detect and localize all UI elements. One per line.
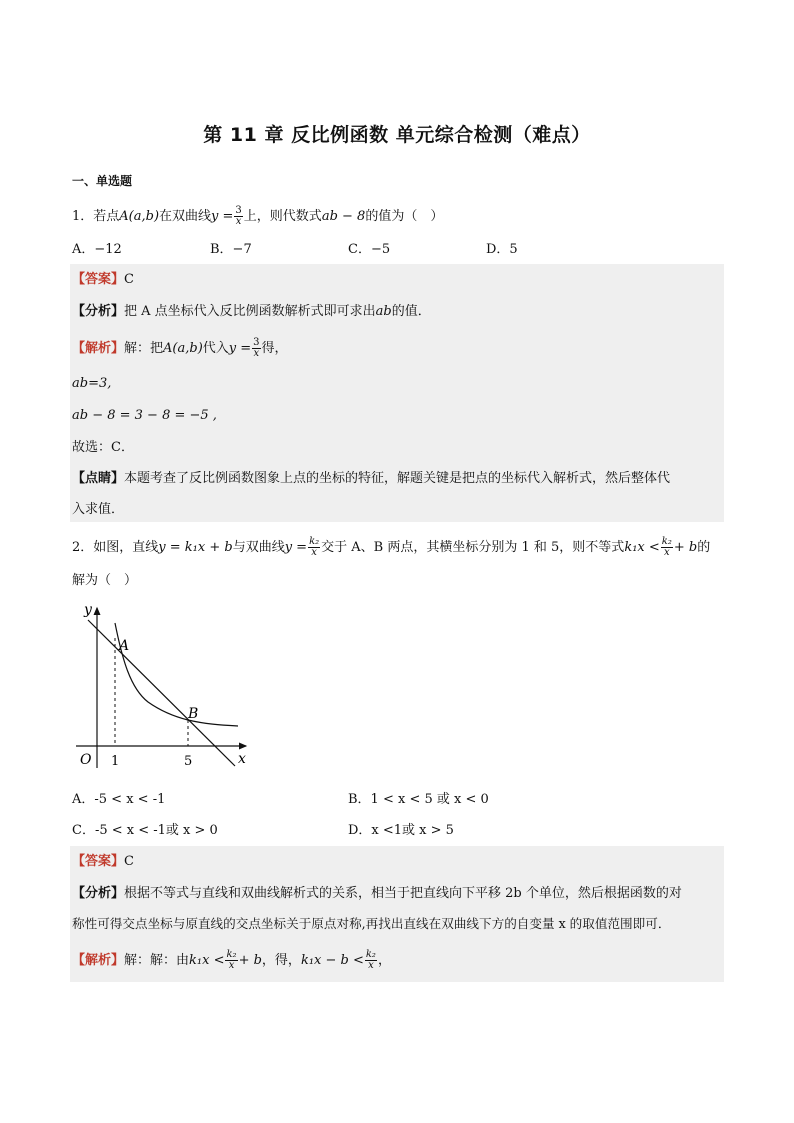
q1-step3: 故选：C．: [72, 440, 134, 455]
q1-analysis-a: 把 A 点坐标代入反比例函数解析式即可求出: [124, 304, 376, 319]
q2-sol2-num: k₂: [365, 949, 376, 960]
q1-fraction: [234, 206, 242, 227]
tick-label-5: 5: [184, 754, 193, 769]
q1-solution-tag: 【解析】: [72, 341, 125, 356]
q2-sol-rhs: + b: [238, 953, 262, 968]
q2-analysis-a: 根据不等式与直线和双曲线解析式的关系，相当于把直线向下平移 2b 个单位，然后根据函数的对: [124, 886, 682, 901]
page-title: 第 11 章 反比例函数 单元综合检测（难点）: [203, 124, 591, 146]
q2-sol2-fraction: [365, 950, 377, 971]
q1-comment-a: 本题考查了反比例函数图象上点的坐标的特征，解题关键是把点的坐标代入解析式，然后整体代: [124, 471, 671, 486]
q1-stem-d: 的值为（ ）: [365, 209, 444, 224]
origin-label: O: [80, 752, 92, 768]
q1-solution-b: 代入: [202, 341, 229, 356]
q2-option-d: D．x <1或 x > 5: [348, 823, 454, 838]
q1-option-d: D．5: [486, 242, 518, 257]
tick-label-1: 1: [111, 754, 120, 769]
line-graph: [88, 620, 235, 766]
q2-stem-b: 与双曲线: [232, 540, 285, 555]
q2-stem-d: 的: [697, 540, 711, 555]
q1-solution-den: x: [253, 348, 260, 359]
section-heading: 一、单选题: [72, 174, 133, 188]
q2-solution: [72, 950, 724, 971]
q2-analysis-tag: 【分析】: [72, 886, 125, 901]
q1-option-a: A．−12: [72, 242, 122, 257]
q1-solution-a: 解：把: [124, 341, 164, 356]
q1-solution-fraction: [252, 338, 260, 359]
q2-option-c: C．-5 < x < -1或 x > 0: [72, 823, 218, 838]
q2-fraction: [308, 537, 320, 558]
q2-ineq-lhs: k₁x <: [624, 540, 660, 555]
y-axis-label: y: [84, 602, 92, 618]
q2-stem-e: 解为（ ）: [72, 573, 138, 588]
q2-line-eq: y = k₁x + b: [158, 540, 233, 555]
q2-options-row2: [72, 821, 724, 841]
q2-ineq-den: x: [663, 547, 670, 558]
q2-option-b: B．1 < x < 5 或 x < 0: [348, 792, 489, 807]
q2-ineq-num: k₂: [661, 536, 672, 547]
q1-option-b: B．−7: [210, 242, 252, 257]
q1-solution-point: A(a,b): [163, 341, 203, 356]
q1-expr: ab − 8: [321, 209, 366, 224]
q1-frac-den: x: [235, 216, 242, 227]
q1-stem-b: 在双曲线: [159, 209, 212, 224]
q2-sol-den: x: [228, 960, 235, 971]
q2-sol-lhs: k₁x <: [189, 953, 225, 968]
q1-solution: [72, 338, 724, 359]
q2-answer-tag: 【答案】: [72, 854, 125, 869]
q1-analysis: [72, 302, 724, 322]
q2-analysis-b: 称性可得交点坐标与原直线的交点坐标关于原点对称,再找出直线在双曲线下方的自变量 x 的取值范围即可．: [72, 916, 671, 931]
q1-stem-a: 1．若点: [72, 209, 120, 224]
x-axis-label: x: [238, 751, 246, 767]
q1-comment-tag: 【点睛】: [72, 471, 125, 486]
q2-option-a: A．-5 < x < -1: [72, 792, 166, 807]
q1-comment-b: 入求值．: [72, 502, 125, 517]
q1-option-c: C．−5: [348, 242, 391, 257]
q2-frac-num: k₂: [309, 536, 320, 547]
q2-stem-c: 交于 A、B 两点，其横坐标分别为 1 和 5，则不等式: [321, 540, 625, 555]
q1-point: A(a,b): [119, 209, 160, 224]
q1-stem: [72, 206, 724, 227]
q1-answer: [72, 270, 724, 290]
q1-step1: ab=3,: [72, 376, 112, 391]
q1-solution-num: 3: [253, 337, 260, 348]
q2-ineq-rhs: + b: [673, 540, 698, 555]
q1-func-lhs: y =: [211, 209, 234, 224]
q2-solution-c: ，: [377, 953, 391, 968]
q2-solution-b: ，得，: [261, 953, 301, 968]
q1-answer-tag: 【答案】: [72, 272, 125, 287]
point-a-label: A: [119, 638, 130, 654]
q2-stem-a: 2．如图，直线: [72, 540, 159, 555]
q2-func-lhs: y =: [284, 540, 308, 555]
q1-solution-func: y =: [228, 341, 252, 356]
q1-stem-c: 上，则代数式: [243, 209, 322, 224]
q2-sol-fraction: [225, 950, 237, 971]
q2-solution-a: 解：解：由: [124, 953, 190, 968]
point-b-label: B: [188, 706, 199, 722]
q2-frac-den: x: [311, 547, 317, 558]
q2-figure: [70, 598, 260, 776]
q2-sol-num: k₂: [226, 949, 237, 960]
q2-answer-value: C: [124, 854, 134, 869]
q1-solution-c: 得，: [261, 341, 288, 356]
q1-analysis-tag: 【分析】: [72, 304, 125, 319]
q2-analysis: [72, 884, 724, 904]
q1-step2: ab − 8 = 3 − 8 = −5 ,: [72, 408, 217, 423]
q2-stem: [72, 537, 724, 558]
q1-answer-value: C: [124, 272, 134, 287]
q1-options: [72, 240, 724, 260]
q1-frac-num: 3: [235, 205, 242, 216]
q2-answer: [72, 852, 724, 872]
q2-sol2-den: x: [368, 960, 374, 971]
q1-analysis-b: 的值．: [391, 304, 431, 319]
hyperbola-curve: [115, 623, 238, 726]
q2-options-row1: [72, 790, 724, 810]
q1-analysis-ab: ab: [375, 304, 392, 319]
q1-comment: [72, 469, 724, 489]
q2-sol2-lhs: k₁x − b <: [300, 953, 364, 968]
q2-ineq-fraction: [661, 537, 673, 558]
q2-solution-tag: 【解析】: [72, 953, 125, 968]
